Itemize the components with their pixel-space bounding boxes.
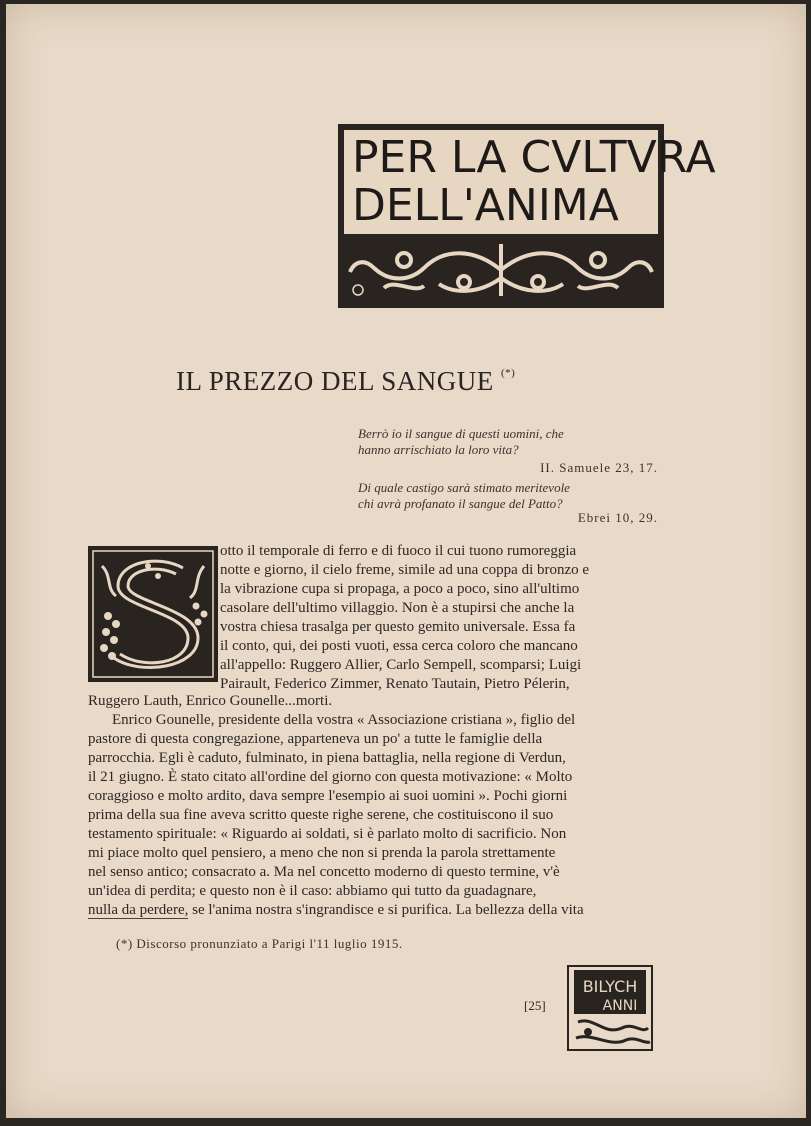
body-line-19: un'idea di perdita; e questo non è il caso: abbiamo qui tutto da guadagnare, [88, 883, 537, 899]
epigraph-2-line-2: chi avrà profanato il sangue del Patto? [358, 496, 563, 511]
body-line-16: testamento spirituale: « Riguardo ai soldati, si è parlato molto di sacrificio. Non [88, 826, 567, 842]
epigraph-1-line-1: Berrò io il sangue di questi uomini, che [358, 426, 564, 441]
svg-text:BILYCH: BILYCH [582, 977, 638, 996]
document-page [6, 4, 806, 1118]
body-line-10: Enrico Gounelle, presidente della vostra « Associazione cristiana », figlio del [112, 712, 576, 728]
body-line-13: il 21 giugno. È stato citato all'ordine del giorno con questa motivazione: « Molto [88, 769, 573, 785]
body-line-3: la vibrazione cupa si propaga, a poco a poco, sino all'ultimo [220, 581, 580, 597]
epigraph-1-reference: II. Samuele 23, 17. [540, 460, 658, 475]
vine-ornament-icon [344, 238, 658, 302]
body-line-20: nulla da perdere, se l'anima nostra s'ingrandisce e si purifica. La bellezza della vita [88, 902, 584, 918]
body-line-14: coraggioso e molto ardito, dava sempre l'esempio ai suoi uomini ». Pochi giorni [88, 788, 568, 804]
svg-text:ANNI: ANNI [602, 998, 638, 1014]
body-line-2: notte e giorno, il cielo freme, simile ad una coppa di bronzo e [220, 562, 590, 578]
footnote-rule [88, 918, 188, 919]
footnote: (*) Discorso pronunziato a Parigi l'11 luglio 1915. [116, 936, 403, 951]
body-line-8: Pairault, Federico Zimmer, Renato Tautain, Pietro Pélerin, [220, 676, 570, 692]
body-line-5: vostra chiesa trasalga per questo gemito universale. Essa fa [220, 619, 576, 635]
masthead-title-panel [344, 130, 716, 234]
library-stamp-icon [564, 962, 656, 1054]
title-footnote-marker: (*) [500, 367, 516, 379]
epigraph-1 [358, 426, 658, 458]
article-title-text: IL PREZZO DEL SANGUE [176, 366, 494, 396]
body-line-4: casolare dell'ultimo villaggio. Non è a stupirsi che anche la [220, 600, 575, 616]
page-number: [25] [524, 998, 546, 1013]
body-line-1: otto il temporale di ferro e di fuoco il cui tuono rumoreggia [220, 543, 577, 559]
masthead-line-1: PER LA CVLTVRA [352, 132, 716, 183]
epigraph-1-line-2: hanno arrischiato la loro vita? [358, 442, 519, 457]
body-line-11: pastore di questa congregazione, apparteneva un po' a tutte le famiglie della [88, 731, 543, 747]
body-line-12: parrocchia. Egli è caduto, fulminato, in piena battaglia, nella regione di Verdun, [88, 750, 566, 766]
epigraph-2-line-1: Di quale castigo sarà stimato meritevole [358, 480, 570, 495]
epigraph-2 [358, 480, 658, 512]
body-line-7: all'appello: Ruggero Allier, Carlo Sempell, scomparsi; Luigi [220, 657, 582, 673]
masthead [338, 124, 716, 308]
body-line-18: nel senso antico; consacrato a. Ma nel concetto moderno di questo termine, v'è [88, 864, 560, 880]
body-line-17: mi piace molto quel pensiero, a meno che non si prenda la parola strettamente [88, 845, 556, 861]
masthead-line-2: DELL'ANIMA [352, 180, 619, 231]
body-line-9: Ruggero Lauth, Enrico Gounelle...morti. [88, 693, 333, 709]
ornamental-letter-s-icon [88, 546, 218, 682]
article-title [176, 366, 515, 397]
epigraph-2-reference: Ebrei 10, 29. [577, 510, 658, 525]
body-line-6: il conto, qui, dei posti vuoti, essa cerca coloro che mancano [220, 638, 578, 654]
body-line-15: prima della sua fine aveva scritto queste righe serene, che costituiscono il suo [88, 807, 554, 823]
